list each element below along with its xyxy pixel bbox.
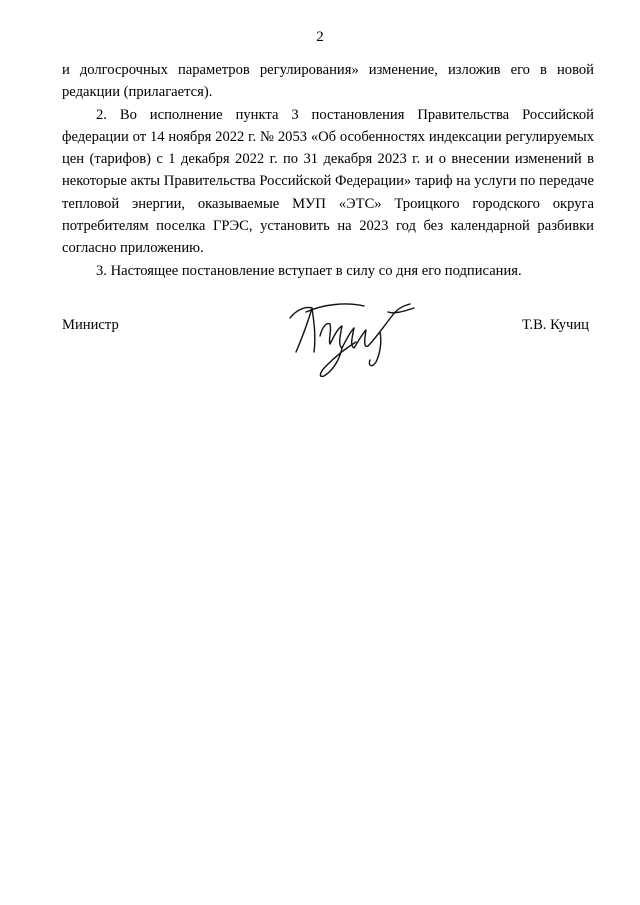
paragraph-item-3: 3. Настоящее постановление вступает в силу со дня его подписания. bbox=[96, 262, 522, 279]
page-number: 2 bbox=[316, 29, 324, 45]
signatory-position: Министр bbox=[62, 317, 119, 333]
paragraph-item-2: 2. Во исполнение пункта 3 постановления Правительства Российской федерации от 14 ноября 2022 г. № 2053 «Об особенностях индексации регулируемых цен (тарифов) с 1 декабря 2022 г. по 31 декабря 2023 г. и о внесении изменений в некоторые акты Правительства Российской Федерации» тариф на услуги по передаче тепловой энергии, оказываемые МУП «ЭТС» Троицкого городского округа потребителям поселка ГРЭС, установить на 2023 год без календарной разбивки согласно приложению. bbox=[62, 106, 594, 257]
signatory-name: Т.В. Кучиц bbox=[521, 317, 589, 333]
paragraph-continuation: и долгосрочных параметров регулирования» изменение, изложив его в новой редакции (прилагается). bbox=[62, 62, 594, 101]
document-body bbox=[62, 59, 594, 282]
handwritten-signature bbox=[284, 292, 424, 382]
